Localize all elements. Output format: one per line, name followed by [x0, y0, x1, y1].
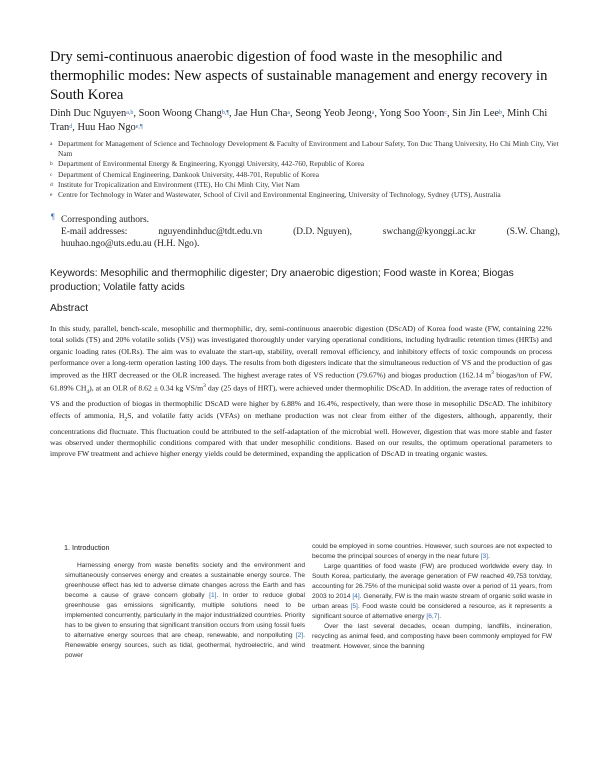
- author: Sin Jin Lee$^b$,: [452, 108, 508, 119]
- citation-link[interactable]: [6,7]: [426, 612, 440, 620]
- citation-link[interactable]: [4]: [352, 592, 360, 600]
- citation-link[interactable]: [2]: [295, 631, 304, 639]
- body-paragraph: Large quantities of food waste (FW) are produced worldwide every day. In South Korea, particularly, the average generation of FW reached 49,753 ton/day, accounting for 26.75% of the municipal solid waste over a period of 11 years, from 2003 to 2014 [4]. Generally, FW is the main waste stream of organic solid waste in urban areas [5]. Food waste could be considered a resource, as it represents a significant source of alternative energy [6,7].: [312, 562, 552, 620]
- body-column-right: [312, 542, 552, 651]
- corresponding-heading: Corresponding authors.: [61, 215, 150, 225]
- affiliation: a Department for Management of Science and Technology Development & Faculty of Environment and Labour Safety, Ton Duc Thang University, Ho Chi Minh City, Viet Nam: [50, 139, 559, 159]
- email-row-2: huuhao.ngo@uts.edu.au (H.H. Ngo).: [61, 239, 200, 249]
- paper-title: Dry semi-continuous anaerobic digestion of food waste in the mesophilic and thermophilic modes: New aspects of sustainable management and energy recovery in South Korea: [50, 49, 548, 103]
- citation-link[interactable]: [1]: [209, 591, 217, 599]
- body-paragraph: could be employed in some countries. However, such sources are not expected to become the principal sources of energy in the near future [3].: [312, 543, 552, 560]
- author: Soon Woong Chang$^{b,\P}$,: [138, 108, 235, 119]
- author-list: [50, 107, 560, 135]
- author: Yong Soo Yoon$^c$,: [379, 108, 453, 119]
- citation-link[interactable]: [3]: [480, 552, 488, 560]
- author: Jae Hun Cha$^a$,: [234, 108, 296, 119]
- email-link[interactable]: nguyendinhduc@tdt.edu.vn: [158, 227, 263, 237]
- body-column-left: [65, 543, 305, 660]
- abstract-heading: Abstract: [50, 303, 89, 314]
- body-paragraph: Over the last several decades, ocean dumping, landfills, incineration, recycling as animal feed, and composting have been commonly employed for FW treatment. However, since the banning: [312, 622, 552, 650]
- affiliation-list: [50, 139, 560, 200]
- affiliation: b Department of Environmental Energy & Engineering, Kyonggi University, 442-760, Republic of Korea: [50, 159, 365, 169]
- corresponding-authors: [50, 214, 560, 250]
- section-heading: 1. Introduction: [64, 543, 110, 552]
- keywords: Keywords: Mesophilic and thermophilic digester; Dry anaerobic digestion; Food waste in Korea; Biogas production; Volatile fatty acids: [50, 268, 514, 293]
- email-link[interactable]: swchang@kyonggi.ac.kr: [382, 227, 476, 237]
- author: Minh Chi Tran$^d$,: [50, 108, 548, 133]
- email-row: E-mail addresses: nguyendinhduc@tdt.edu.vn (D.D. Nguyen), swchang@kyonggi.ac.kr (S.W. Chang),: [61, 227, 560, 237]
- author: Seong Yeob Jeong$^a$,: [295, 108, 380, 119]
- citation-link[interactable]: [5]: [350, 602, 358, 610]
- author: Dinh Duc Nguyen$^{a,b}$,: [50, 108, 139, 119]
- affiliation: d Institute for Tropicalization and Environment (ITE), Ho Chi Minh City, Viet Nam: [50, 179, 300, 189]
- body-paragraph: Harnessing energy from waste benefits society and the environment and simultaneously conserves energy and creates a sustainable energy source. The greenhouse effect has led to adverse climate changes across the Earth and has become a cause of grave concern globally [1]. In order to reduce global greenhouse gas emissions significantly, multiple solutions need to be implemented concurrently, particularly in the major industrialized countries. Priority has to be given to ensuring that significant transition occurs from using fossil fuels to alternative energy sources that are cheap, renewable, and nonpolluting [2]. Renewable energy sources, such as tidal, geothermal, hydroelectric, and wind power: [65, 561, 305, 659]
- author: Huu Hao Ngo$^{e,\P}$: [77, 122, 143, 133]
- affiliation: e Centre for Technology in Water and Wastewater, School of Civil and Environmental Engineering, University of Technology, Sydney (UTS), Australia: [50, 190, 501, 200]
- corresponding-mark: ¶: [51, 212, 55, 221]
- abstract-text: In this study, parallel, bench-scale, mesophilic and thermophilic, dry, semi-continuous anaerobic digestion (DScAD) of Korea food waste (FW, containing 22% total solids (TS) and 20% volatile solids (VS)) was investigated thoroughly under varying operational conditions, including hydraulic retention times (HRTs) and organic loading rates (OLRs). The aim was to evaluate the start-up, stability, overall removal efficiency, and inhibitory effects of toxic compounds on process performance over a long-term operation lasting 100 days. The results from both digesters indicate that the simultaneous reduction of VS and the production of gas improved as the HRT decreased or the OLR increased. The highest average rates of VS reduction (79.67%) and biogas production (162.14 $m^3$ biogas/ton of FW, 61.89% $CH_4$), at an OLR of 8.62 ± 0.34 kg $VS/m^3$ day (25 days of HRT), were achieved under thermophilic DScAD. In addition, the average rates of reduction of VS and the production of biogas in thermophilic DScAD were higher by 6.88% and 16.4%, respectively, than were those in mesophilic DScAD. The inhibitory effects of ammonia, $H_2S$, and volatile fatty acids (VFAs) on methane production was not clear from either of the digesters, although, apparently, their concentrations did fluctuate. This fluctuation could be attributed to the self-adaptation of the microbial well. However, digestion that was more stable and faster was observed under thermophilic conditions compared with that under mesophilic conditions. Based on our results, the optimum operational parameters to improve FW treatment and achieve higher energy yields could be determined, expanding the application of DScAD in treating organic wastes.: [50, 324, 552, 459]
- affiliation: c Department of Chemical Engineering, Dankook University, 448-701, Republic of Korea: [50, 169, 319, 179]
